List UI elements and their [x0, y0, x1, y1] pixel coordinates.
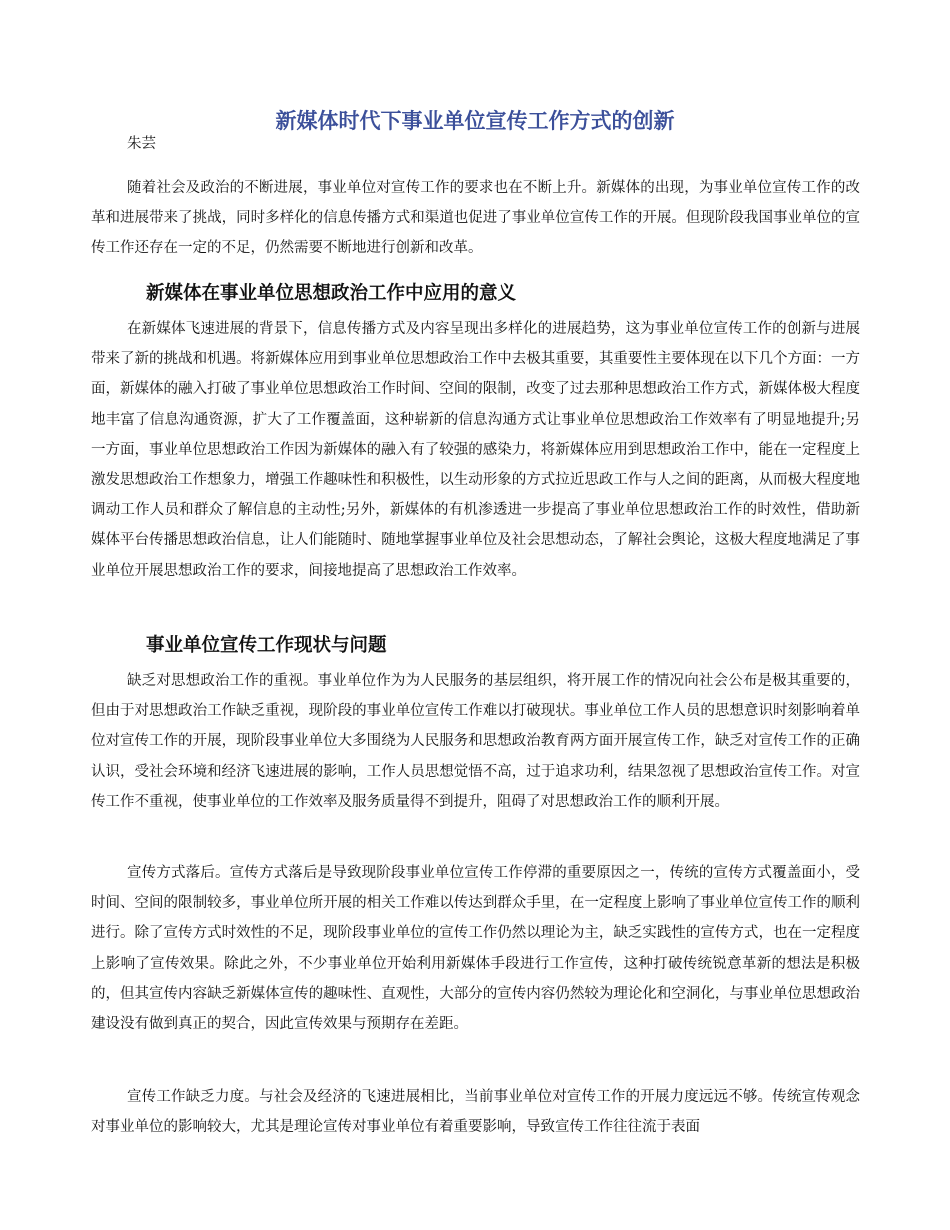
section-2-paragraph-1: 缺乏对思想政治工作的重视。事业单位作为为人民服务的基层组织，将开展工作的情况向社会公布是极其重要的，但由于对思想政治工作缺乏重视，现阶段的事业单位宣传工作难以打破现状。事业单位工作人员的思想意识时刻影响着单位对宣传工作的开展，现阶段事业单位大多围绕为人民服务和思想政治教育两方面开展宣传工作，缺乏对宣传工作的正确认识，受社会环境和经济飞速进展的影响，工作人员思想觉悟不高，过于追求功利，结果忽视了思想政治宣传工作。对宣传工作不重视，使事业单位的工作效率及服务质量得不到提升，阻碍了对思想政治工作的顺利开展。 [91, 673, 860, 810]
section-heading-status-problems: 事业单位宣传工作现状与问题 [146, 635, 387, 656]
section-2-paragraph-3: 宣传工作缺乏力度。与社会及经济的飞速进展相比，当前事业单位对宣传工作的开展力度远远不够。传统宣传观念对事业单位的影响较大，尤其是理论宣传对事业单位有着重要影响，导致宣传工作往往流于表面 [91, 1089, 860, 1136]
section-1-paragraph-1: 在新媒体飞速进展的背景下，信息传播方式及内容呈现出多样化的进展趋势，这为事业单位宣传工作的创新与进展带来了新的挑战和机遇。将新媒体应用到事业单位思想政治工作中去极其重要，其重要性主要体现在以下几个方面：一方面，新媒体的融入打破了事业单位思想政治工作时间、空间的限制，改变了过去那种思想政治工作方式，新媒体极大程度地丰富了信息沟通资源，扩大了工作覆盖面，这种崭新的信息沟通方式让事业单位思想政治工作效率有了明显地提升;另一方面，事业单位思想政治工作因为新媒体的融入有了较强的感染力，将新媒体应用到思想政治工作中，能在一定程度上激发思想政治工作想象力，增强工作趣味性和积极性，以生动形象的方式拉近思政工作与人之间的距离，从而极大程度地调动工作人员和群众了解信息的主动性;另外，新媒体的有机渗透进一步提高了事业单位思想政治工作的时效性，借助新媒体平台传播思想政治信息，让人们能随时、随地掌握事业单位及社会思想动态，了解社会舆论，这极大程度地满足了事业单位开展思想政治工作的要求，间接地提高了思想政治工作效率。 [91, 321, 860, 579]
intro-paragraph: 随着社会及政治的不断进展，事业单位对宣传工作的要求也在不断上升。新媒体的出现，为事业单位宣传工作的改革和进展带来了挑战，同时多样化的信息传播方式和渠道也促进了事业单位宣传工作的开展。但现阶段我国事业单位的宣传工作还存在一定的不足，仍然需要不断地进行创新和改革。 [91, 180, 860, 257]
article-title: 新媒体时代下事业单位宣传工作方式的创新 [275, 108, 675, 133]
section-heading-significance: 新媒体在事业单位思想政治工作中应用的意义 [146, 283, 517, 304]
article-author: 朱芸 [127, 136, 156, 152]
section-2-paragraph-2: 宣传方式落后。宣传方式落后是导致现阶段事业单位宣传工作停滞的重要原因之一，传统的宣传方式覆盖面小，受时间、空间的限制较多，事业单位所开展的相关工作难以传达到群众手里，在一定程度上影响了事业单位宣传工作的顺利进行。除了宣传方式时效性的不足，现阶段事业单位的宣传工作仍然以理论为主，缺乏实践性的宣传方式，也在一定程度上影响了宣传效果。除此之外，不少事业单位开始利用新媒体手段进行工作宣传，这种打破传统锐意革新的想法是积极的，但其宣传内容缺乏新媒体宣传的趣味性、直观性，大部分的宣传内容仍然较为理论化和空洞化，与事业单位思想政治建设没有做到真正的契合，因此宣传效果与预期存在差距。 [91, 865, 860, 1033]
